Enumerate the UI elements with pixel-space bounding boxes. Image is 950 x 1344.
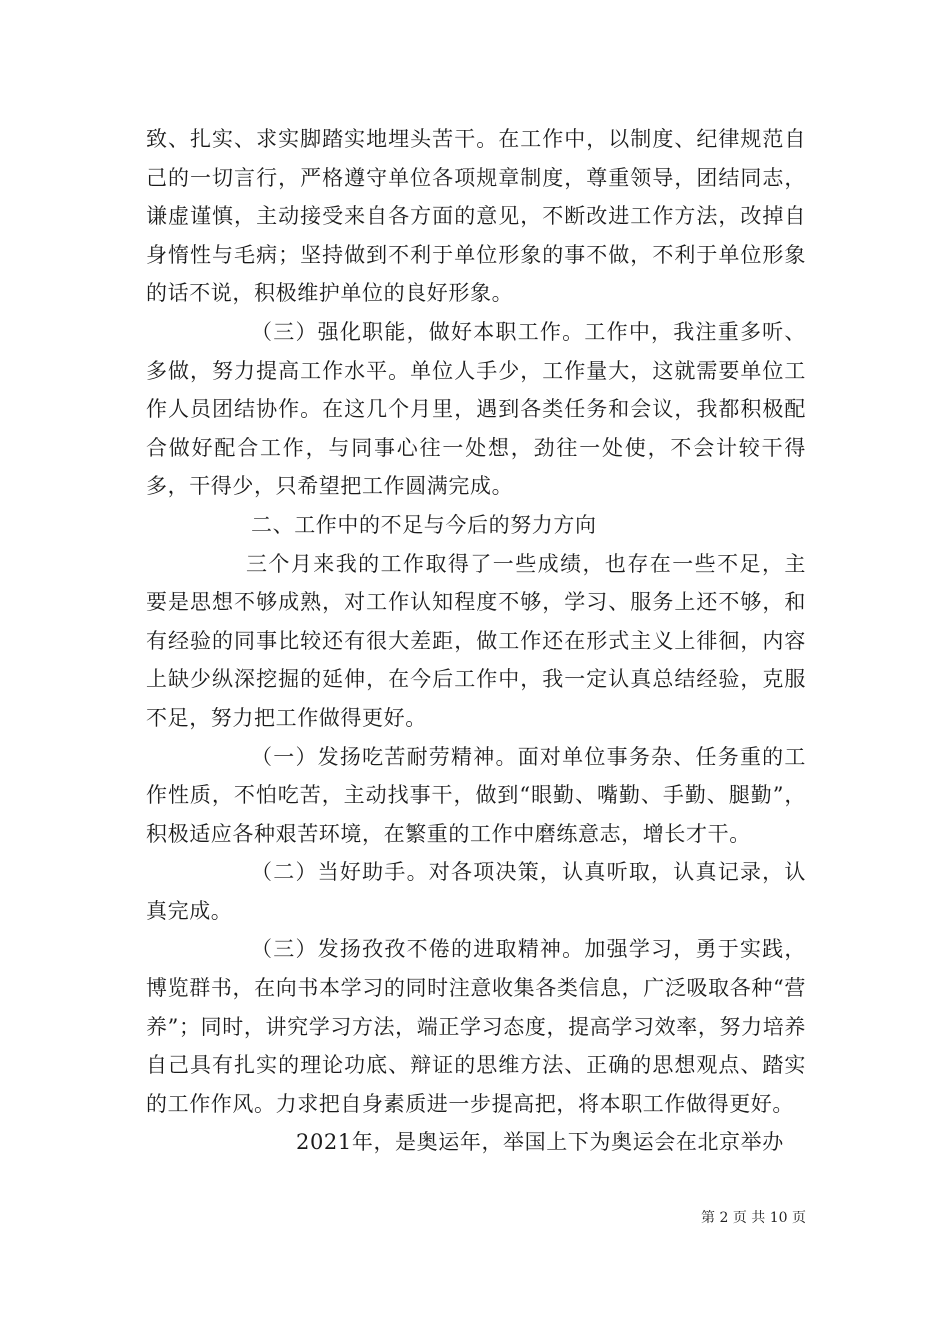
paragraph-continuation: 致、扎实、求实脚踏实地埋头苦干。在工作中，以制度、纪律规范自己的一切言行，严格遵守单位各项规章制度，尊重领导，团结同志，谦虚谨慎，主动接受来自各方面的意见，不断改进工作方法，改掉自身惰性与毛病；坚持做到不利于单位形象的事不做，不利于单位形象的话不说，积极维护单位的良好形象。	[146, 127, 806, 306]
page-number-footer: 第 2 页 共 10 页	[701, 1210, 806, 1226]
paragraph-section-3: （三）强化职能，做好本职工作。工作中，我注重多听、多做，努力提高工作水平。单位人手少，工作量大，这就需要单位工作人员团结协作。在这几个月里，遇到各类任务和会议，我都积极配合做好配合工作，与同事心往一处想，劲往一处使，不会计较干得多，干得少，只希望把工作圆满完成。	[146, 319, 806, 499]
paragraph-shortcomings: 三个月来我的工作取得了一些成绩，也存在一些不足，主要是思想不够成熟，对工作认知程度不够，学习、服务上还不够，和有经验的同事比较还有很大差距，做工作还在形式主义上徘徊，内容上缺少纵深挖掘的延伸，在今后工作中，我一定认真总结经验，克服不足，努力把工作做得更好。	[146, 551, 806, 730]
paragraph-item-3: （三）发扬孜孜不倦的进取精神。加强学习，勇于实践，博览群书，在向书本学习的同时注意收集各类信息，广泛吸取各种“营养”；同时，讲究学习方法，端正学习态度，提高学习效率，努力培养自己具有扎实的理论功底、辩证的思维方法、正确的思想观点、踏实的工作作风。力求把自身素质进一步提高把，将本职工作做得更好。	[146, 937, 806, 1116]
paragraph-item-1: （一）发扬吃苦耐劳精神。面对单位事务杂、任务重的工作性质，不怕吃苦，主动找事干，做到“眼勤、嘴勤、手勤、腿勤”，积极适应各种艰苦环境，在繁重的工作中磨练意志，增长才干。	[146, 744, 806, 846]
document-body	[146, 120, 806, 1162]
paragraph-olympic-year: 2021年，是奥运年，举国上下为奥运会在北京举办	[296, 1130, 784, 1155]
paragraph-item-2: （二）当好助手。对各项决策，认真听取，认真记录，认真完成。	[146, 860, 806, 923]
section-heading-shortcomings: 二、工作中的不足与今后的努力方向	[251, 512, 597, 537]
